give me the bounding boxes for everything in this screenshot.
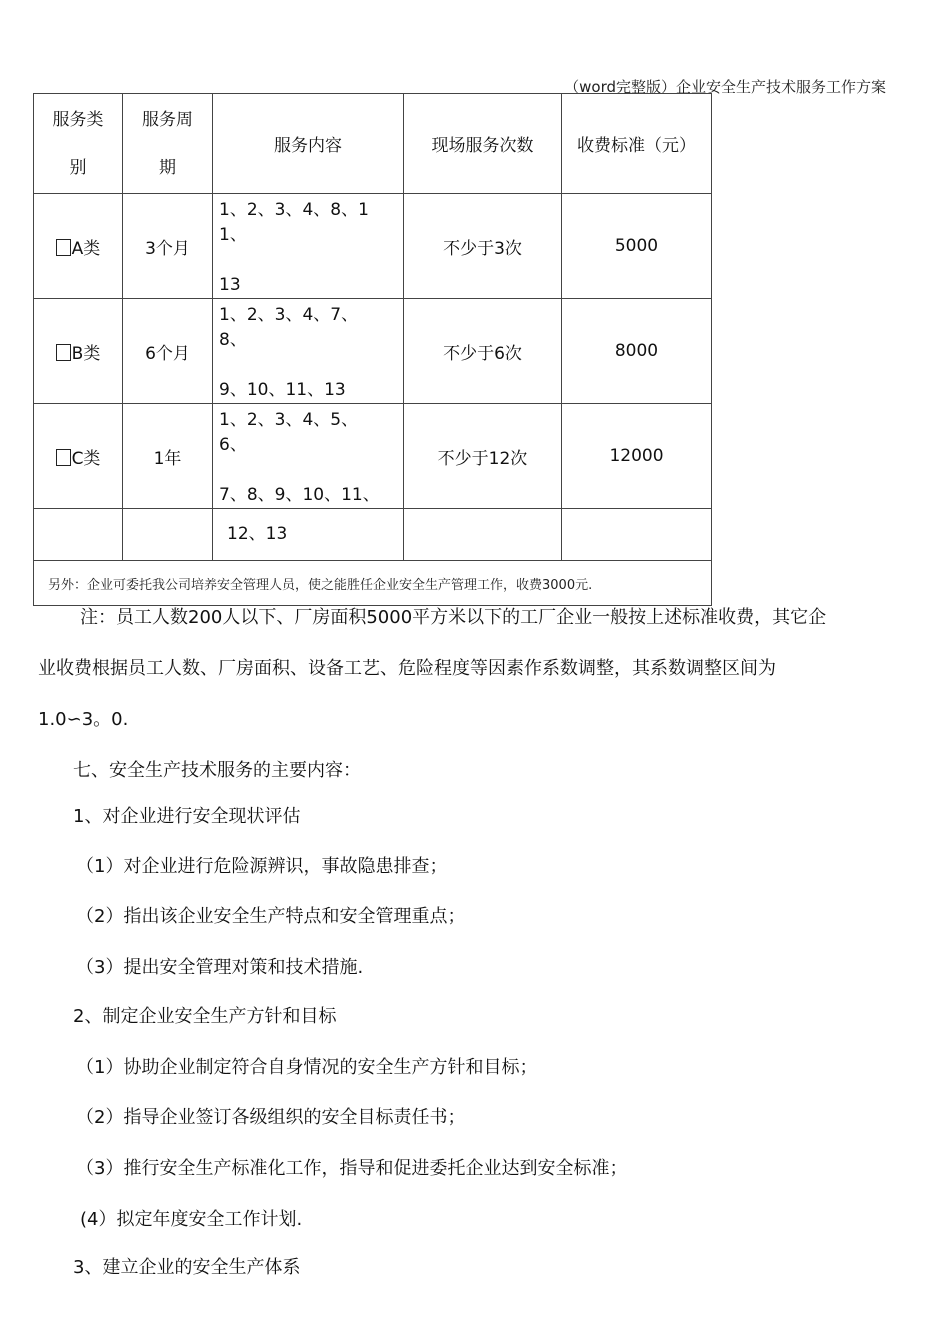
table-header-row <box>34 94 712 194</box>
category-cell: A类 <box>34 194 123 299</box>
checkbox-icon <box>56 449 71 466</box>
table-footnote: 另外：企业可委托我公司培养安全管理人员，使之能胜任企业安全生产管理工作，收费3000元. <box>34 561 712 606</box>
table-row <box>34 299 712 404</box>
list-item: （1）协助企业制定符合自身情况的安全生产方针和目标； <box>76 1057 538 1078</box>
section-heading: 七、安全生产技术服务的主要内容： <box>73 760 361 781</box>
list-item: （2）指导企业签订各级组织的安全目标责任书； <box>76 1107 466 1128</box>
header-visits: 现场服务次数 <box>404 94 562 194</box>
list-item: 3、建立企业的安全生产体系 <box>73 1257 301 1278</box>
note-line-2: 业收费根据员工人数、厂房面积、设备工艺、危险程度等因素作系数调整，其系数调整区间为 <box>38 658 776 679</box>
checkbox-icon <box>56 344 71 361</box>
fee-cell: 5000 <box>562 194 712 299</box>
list-item: 1、对企业进行安全现状评估 <box>73 806 301 827</box>
content-cell: 1、2、3、4、8、1 1、 13 <box>213 194 404 299</box>
fee-cell: 12000 <box>562 404 712 509</box>
period-cell: 1年 <box>123 404 213 509</box>
visits-cell: 不少于12次 <box>404 404 562 509</box>
content-continuation-cell: 12、13 <box>213 509 404 561</box>
period-cell: 6个月 <box>123 299 213 404</box>
fee-cell: 8000 <box>562 299 712 404</box>
list-item: （3）推行安全生产标准化工作，指导和促进委托企业达到安全标准； <box>76 1158 628 1179</box>
list-item: （3）提出安全管理对策和技术措施. <box>76 957 364 978</box>
list-item: （1）对企业进行危险源辨识，事故隐患排查； <box>76 856 448 877</box>
list-item: 2、制定企业安全生产方针和目标 <box>73 1006 337 1027</box>
visits-cell: 不少于6次 <box>404 299 562 404</box>
table-row <box>34 404 712 509</box>
period-cell: 3个月 <box>123 194 213 299</box>
category-cell: B类 <box>34 299 123 404</box>
table-row <box>34 194 712 299</box>
list-item: （2）指出该企业安全生产特点和安全管理重点； <box>76 906 466 927</box>
note-line-1: 注：员工人数200人以下、厂房面积5000平方米以下的工厂企业一般按上述标准收费，其它企 <box>80 607 827 628</box>
note-line-3: 1.0∽3。0. <box>38 709 129 730</box>
header-period: 服务周 期 <box>123 94 213 194</box>
header-fee: 收费标准（元） <box>562 94 712 194</box>
service-fee-table <box>33 93 712 606</box>
visits-cell: 不少于3次 <box>404 194 562 299</box>
table-row-continuation <box>34 509 712 561</box>
running-header: （word完整版）企业安全生产技术服务工作方案 <box>564 78 886 96</box>
header-content: 服务内容 <box>213 94 404 194</box>
content-cell: 1、2、3、4、7、 8、 9、10、11、13 <box>213 299 404 404</box>
list-item: (4）拟定年度安全工作计划. <box>80 1209 303 1230</box>
category-cell: C类 <box>34 404 123 509</box>
checkbox-icon <box>56 239 71 256</box>
content-cell: 1、2、3、4、5、 6、 7、8、9、10、11、 <box>213 404 404 509</box>
header-category: 服务类 别 <box>34 94 123 194</box>
table-footnote-row <box>34 561 712 606</box>
